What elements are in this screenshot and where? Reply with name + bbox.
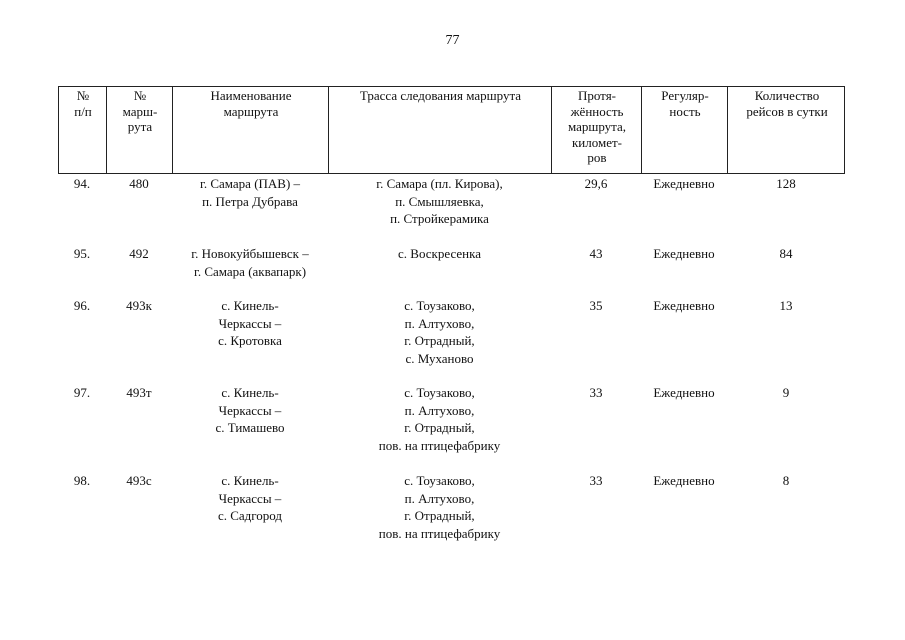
cell-number: 97. xyxy=(73,385,91,400)
cell-number: 96. xyxy=(73,298,91,313)
page-number: 77 xyxy=(445,33,460,48)
cell-route-path: с. Тоузаково, п. Алтухово, г. Отрадный, с. Муханово xyxy=(404,298,475,366)
cell-route-path: г. Самара (пл. Кирова), п. Смышляевка, п. Стройкерамика xyxy=(376,176,503,226)
cell-trips-per-day: 84 xyxy=(779,246,793,261)
header-number-pp: № п/п xyxy=(74,88,92,119)
cell-trips-per-day: 13 xyxy=(779,298,793,313)
cell-route-number: 492 xyxy=(129,246,149,261)
cell-route-name: с. Кинель- Черкассы – с. Садгород xyxy=(217,473,283,523)
cell-route-length: 33 xyxy=(589,385,603,400)
cell-route-length: 35 xyxy=(589,298,603,313)
cell-route-number: 493с xyxy=(126,473,152,488)
header-route-path: Трасса следования маршрута xyxy=(359,88,522,103)
header-trips-per-day: Количество рейсов в сутки xyxy=(746,88,828,119)
cell-trips-per-day: 128 xyxy=(776,176,796,191)
cell-route-name: г. Новокуйбышевск – г. Самара (аквапарк) xyxy=(191,246,309,279)
cell-route-name: с. Кинель- Черкассы – с. Кротовка xyxy=(218,298,282,348)
cell-route-path: с. Тоузаково, п. Алтухово, г. Отрадный, пов. на птицефабрику xyxy=(378,385,501,453)
cell-route-number: 480 xyxy=(129,176,149,191)
cell-trips-per-day: 9 xyxy=(782,385,790,400)
table-header xyxy=(58,86,845,174)
cell-regularity: Ежедневно xyxy=(653,473,715,488)
cell-number: 94. xyxy=(73,176,91,191)
cell-regularity: Ежедневно xyxy=(653,298,715,313)
cell-regularity: Ежедневно xyxy=(653,246,715,261)
cell-route-path: с. Тоузаково, п. Алтухово, г. Отрадный, пов. на птицефабрику xyxy=(378,473,501,541)
header-regularity: Регуляр- ность xyxy=(661,88,709,119)
cell-route-length: 43 xyxy=(589,246,603,261)
cell-number: 95. xyxy=(73,246,91,261)
cell-route-number: 493к xyxy=(126,298,152,313)
cell-route-length: 33 xyxy=(589,473,603,488)
header-route-length: Протя- жённость маршрута, километ- ров xyxy=(567,88,627,165)
cell-regularity: Ежедневно xyxy=(653,176,715,191)
cell-route-length: 29,6 xyxy=(584,176,608,191)
header-route-number: № марш- рута xyxy=(122,88,158,134)
header-route-name: Наименование маршрута xyxy=(210,88,292,119)
cell-route-number: 493т xyxy=(126,385,152,400)
cell-trips-per-day: 8 xyxy=(782,473,790,488)
cell-number: 98. xyxy=(73,473,91,488)
cell-route-name: с. Кинель- Черкассы – с. Тимашево xyxy=(215,385,285,435)
cell-regularity: Ежедневно xyxy=(653,385,715,400)
cell-route-path: с. Воскресенка xyxy=(398,246,481,261)
cell-route-name: г. Самара (ПАВ) – п. Петра Дубрава xyxy=(199,176,301,209)
